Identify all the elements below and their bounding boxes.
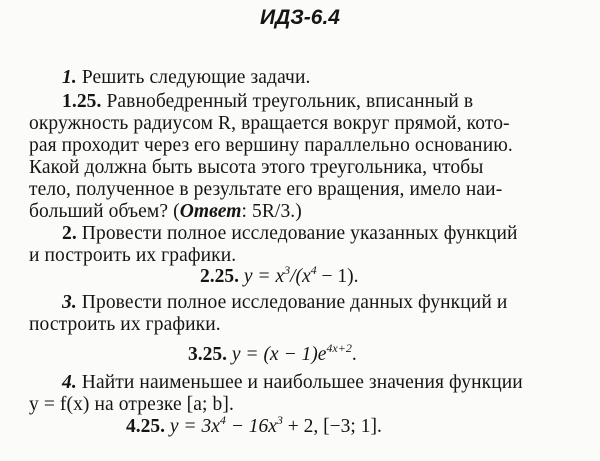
task1-heading: Решить следующие задачи. bbox=[81, 67, 311, 88]
task1-line-2: окружность радиусом R, вращается вокруг прямой, кото- bbox=[29, 113, 510, 134]
task2-line-1: 2. Провести полное исследование указанных функций bbox=[62, 223, 518, 244]
task3-problem-number: 3.25. bbox=[188, 344, 227, 365]
page-title: ИДЗ-6.4 bbox=[260, 6, 340, 29]
task3-formula: 3.25. $y = (x - 1)e^{4x+2}$. bbox=[188, 341, 357, 365]
task4-formula: 4.25. $y = 3x^4 - 16x^3 + 2$, [−3; 1]. bbox=[126, 413, 382, 437]
task2-problem-number: 2.25. bbox=[200, 266, 239, 287]
task1-line-4: Какой должна быть высота этого треугольника, чтобы bbox=[29, 157, 484, 178]
task4-line-2: y = f(x) на отрезке [a; b]. bbox=[29, 394, 234, 415]
task1-heading-line bbox=[62, 67, 310, 89]
task1-line-6: больший объем? (Ответ: 5R/3.) bbox=[29, 201, 302, 222]
task3-line-1: 3. Провести полное исследование данных функций и bbox=[62, 292, 508, 313]
answer-value: : 5R/3.) bbox=[241, 201, 302, 222]
task2-line-2: и построить их графики. bbox=[29, 245, 237, 266]
task4-number: 4. bbox=[62, 372, 77, 393]
task2-number: 2. bbox=[62, 223, 77, 244]
task3-number: 3. bbox=[62, 292, 77, 313]
task3-line-2: построить их графики. bbox=[29, 314, 221, 335]
task2-formula: 2.25. $y = x^3/(x^4 - 1)$. bbox=[200, 263, 359, 287]
task4-problem-number: 4.25. bbox=[126, 416, 165, 437]
task1-problem-number: 1.25. bbox=[62, 91, 102, 112]
answer-label: Ответ bbox=[179, 201, 242, 222]
task1-number: 1. bbox=[62, 67, 77, 88]
task1-line-5: тело, полученное в результате его вращения, имело наи- bbox=[29, 179, 503, 200]
task1-line-3: рая проходит через его вершину параллельно основанию. bbox=[29, 135, 513, 156]
task4-line-1: 4. Найти наименьшее и наибольшее значения функции bbox=[62, 372, 523, 393]
task1-line-1: 1.25. Равнобедренный треугольник, вписанный в bbox=[62, 91, 474, 112]
